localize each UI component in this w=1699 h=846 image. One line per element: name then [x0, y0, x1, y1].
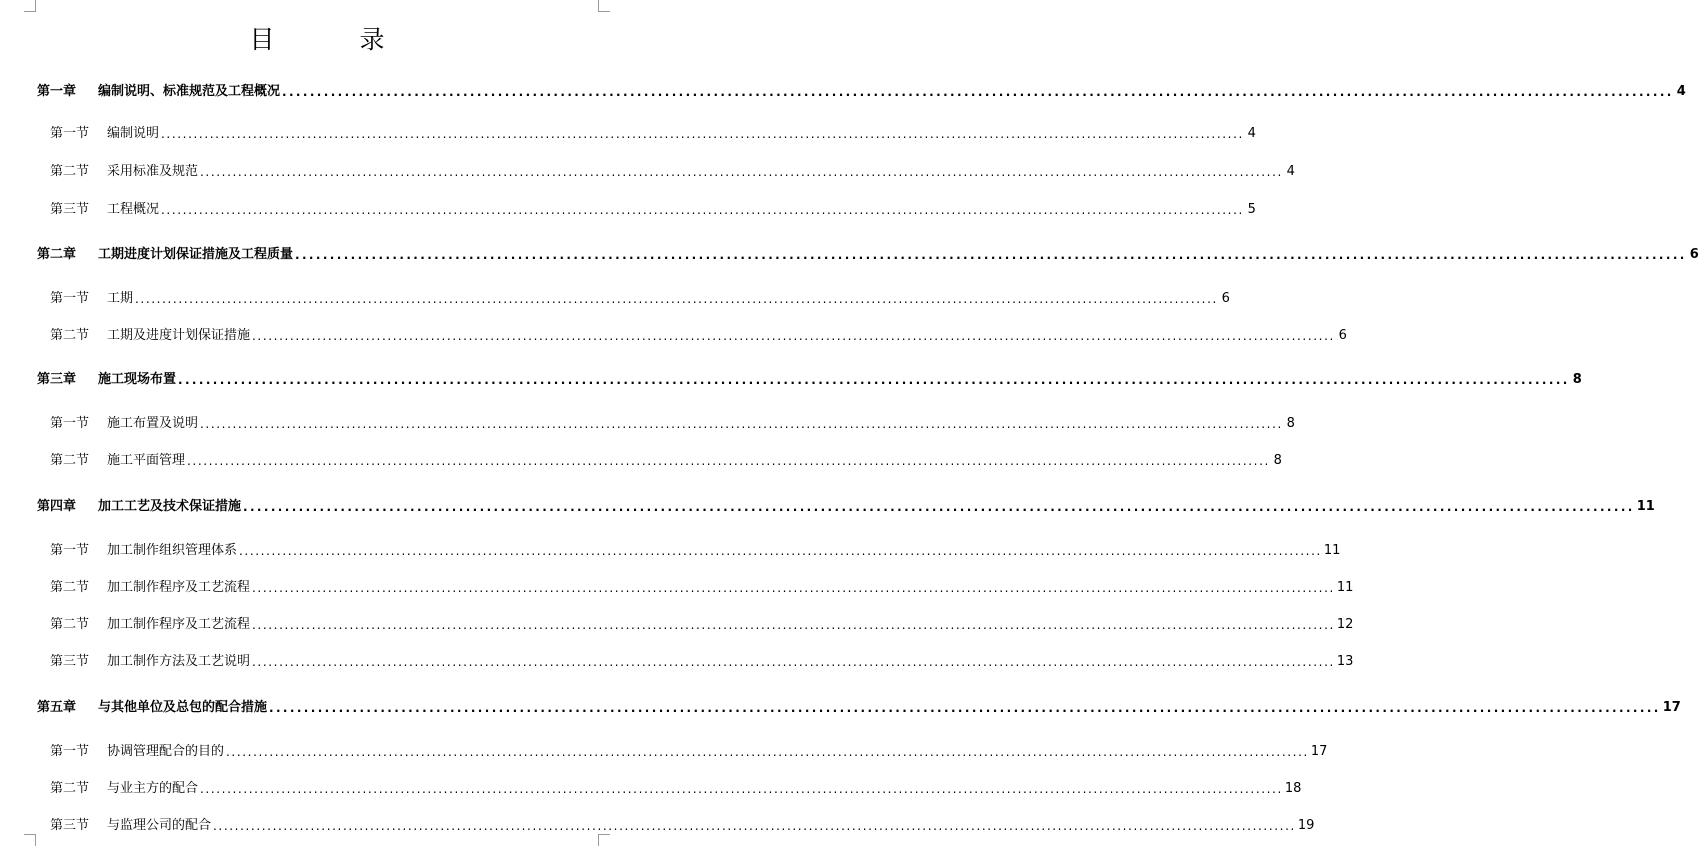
toc-page-number: 17 — [1662, 700, 1681, 715]
toc-section-entry[interactable] — [50, 124, 1256, 144]
dot-leader: ........................................................................................................................................................................................................ — [200, 417, 1283, 431]
toc-page-number: 12 — [1336, 617, 1354, 632]
dot-leader: ........................................................................................................................................................................................................ — [252, 655, 1335, 669]
toc-entry-number: 第一章 — [37, 84, 77, 99]
toc-entry-title: 编制说明 — [107, 126, 160, 141]
toc-entry-title: 加工制作方法及工艺说明 — [107, 654, 251, 669]
toc-entry-number: 第二章 — [37, 247, 77, 262]
toc-entry-title: 加工制作程序及工艺流程 — [107, 617, 251, 632]
toc-entry-title: 采用标准及规范 — [107, 164, 199, 179]
toc-page-number: 6 — [1221, 291, 1230, 306]
dot-leader: ........................................................................................................................................................................................................ — [200, 782, 1283, 796]
toc-page-number: 4 — [1286, 164, 1295, 179]
toc-page-number: 11 — [1336, 580, 1354, 595]
toc-page-number: 8 — [1273, 453, 1282, 468]
toc-entry-number: 第三节 — [50, 202, 90, 217]
dot-leader: ........................................................................................................................................................................................................ — [161, 203, 1244, 217]
toc-entry-number: 第三章 — [37, 372, 77, 387]
toc-entry-number: 第三节 — [50, 654, 90, 669]
toc-entry-number: 第五章 — [37, 700, 77, 715]
toc-entry-number: 第三节 — [50, 818, 90, 833]
toc-section-entry[interactable] — [50, 742, 1328, 762]
toc-page-number: 17 — [1310, 744, 1328, 759]
toc-entry-title: 工期进度计划保证措施及工程质量 — [98, 247, 294, 262]
dot-leader: ........................................................................................................................................................................................................ — [178, 373, 1570, 387]
toc-entry-title: 工期及进度计划保证措施 — [107, 328, 251, 343]
toc-section-entry[interactable] — [50, 779, 1302, 799]
toc-entry-number: 第二节 — [50, 328, 90, 343]
dot-leader: ........................................................................................................................................................................................................ — [161, 127, 1244, 141]
toc-entry-number: 第一节 — [50, 744, 90, 759]
toc-section-entry[interactable] — [50, 326, 1347, 346]
toc-chapter-entry[interactable] — [37, 497, 1655, 517]
toc-page-number: 4 — [1247, 126, 1256, 141]
dot-leader: ........................................................................................................................................................................................................ — [187, 454, 1270, 468]
toc-entry-title: 施工布置及说明 — [107, 416, 199, 431]
toc-chapter-entry[interactable] — [37, 245, 1699, 265]
dot-leader: ........................................................................................................................................................................................................ — [295, 248, 1687, 262]
toc-entry-number: 第一节 — [50, 416, 90, 431]
toc-chapter-entry[interactable] — [37, 698, 1681, 718]
toc-entry-number: 第二节 — [50, 453, 90, 468]
toc-entry-number: 第一节 — [50, 126, 90, 141]
dot-leader: ........................................................................................................................................................................................................ — [239, 544, 1322, 558]
toc-entry-number: 第四章 — [37, 499, 77, 514]
toc-page-number: 18 — [1284, 781, 1302, 796]
toc-entry-title: 施工平面管理 — [107, 453, 186, 468]
toc-section-entry[interactable] — [50, 414, 1295, 434]
toc-section-entry[interactable] — [50, 451, 1282, 471]
toc-page-number: 8 — [1572, 372, 1582, 387]
toc-section-entry[interactable] — [50, 200, 1256, 220]
toc-entry-number: 第一节 — [50, 543, 90, 558]
dot-leader: ........................................................................................................................................................................................................ — [213, 819, 1296, 833]
dot-leader: ........................................................................................................................................................................................................ — [252, 618, 1335, 632]
toc-page-number: 4 — [1676, 84, 1686, 99]
toc-page-number: 8 — [1286, 416, 1295, 431]
toc-chapter-entry[interactable] — [37, 82, 1686, 102]
dot-leader: ........................................................................................................................................................................................................ — [252, 581, 1335, 595]
dot-leader: ........................................................................................................................................................................................................ — [226, 745, 1309, 759]
toc-entry-title: 协调管理配合的目的 — [107, 744, 225, 759]
toc-chapter-entry[interactable] — [37, 370, 1582, 390]
toc-section-entry[interactable] — [50, 615, 1354, 635]
toc-entry-title: 加工制作组织管理体系 — [107, 543, 238, 558]
dot-leader: ........................................................................................................................................................................................................ — [282, 85, 1674, 99]
toc-page-number: 11 — [1636, 499, 1655, 514]
toc-section-entry[interactable] — [50, 541, 1341, 561]
toc-entry-title: 工程概况 — [107, 202, 160, 217]
toc-page-number: 5 — [1247, 202, 1256, 217]
dot-leader: ........................................................................................................................................................................................................ — [200, 165, 1283, 179]
toc-entry-title: 加工工艺及技术保证措施 — [98, 499, 242, 514]
toc-entry-title: 与监理公司的配合 — [107, 818, 212, 833]
toc-section-entry[interactable] — [50, 162, 1295, 182]
toc-entry-number: 第二节 — [50, 580, 90, 595]
toc-entry-number: 第二节 — [50, 164, 90, 179]
dot-leader: ........................................................................................................................................................................................................ — [269, 701, 1661, 715]
toc-page-number: 19 — [1297, 818, 1315, 833]
toc-entry-title: 工期 — [107, 291, 134, 306]
toc-entry-number: 第二节 — [50, 617, 90, 632]
toc-entry-title: 与其他单位及总包的配合措施 — [98, 700, 268, 715]
toc-entry-title: 施工现场布置 — [98, 372, 177, 387]
toc-page-number: 13 — [1336, 654, 1354, 669]
toc-entry-title: 加工制作程序及工艺流程 — [107, 580, 251, 595]
dot-leader: ........................................................................................................................................................................................................ — [252, 329, 1335, 343]
dot-leader: ........................................................................................................................................................................................................ — [135, 292, 1218, 306]
toc-entry-number: 第二节 — [50, 781, 90, 796]
toc-entry-number: 第一节 — [50, 291, 90, 306]
toc-page-number: 6 — [1338, 328, 1347, 343]
toc-title: 目 录 — [249, 25, 415, 54]
toc-page-number: 6 — [1689, 247, 1699, 262]
toc-entry-title: 编制说明、标准规范及工程概况 — [98, 84, 281, 99]
toc-section-entry[interactable] — [50, 652, 1354, 672]
toc-section-entry[interactable] — [50, 578, 1354, 598]
toc-entry-title: 与业主方的配合 — [107, 781, 199, 796]
toc-page-number: 11 — [1323, 543, 1341, 558]
dot-leader: ........................................................................................................................................................................................................ — [243, 500, 1635, 514]
toc-section-entry[interactable] — [50, 816, 1315, 836]
toc-section-entry[interactable] — [50, 289, 1230, 309]
